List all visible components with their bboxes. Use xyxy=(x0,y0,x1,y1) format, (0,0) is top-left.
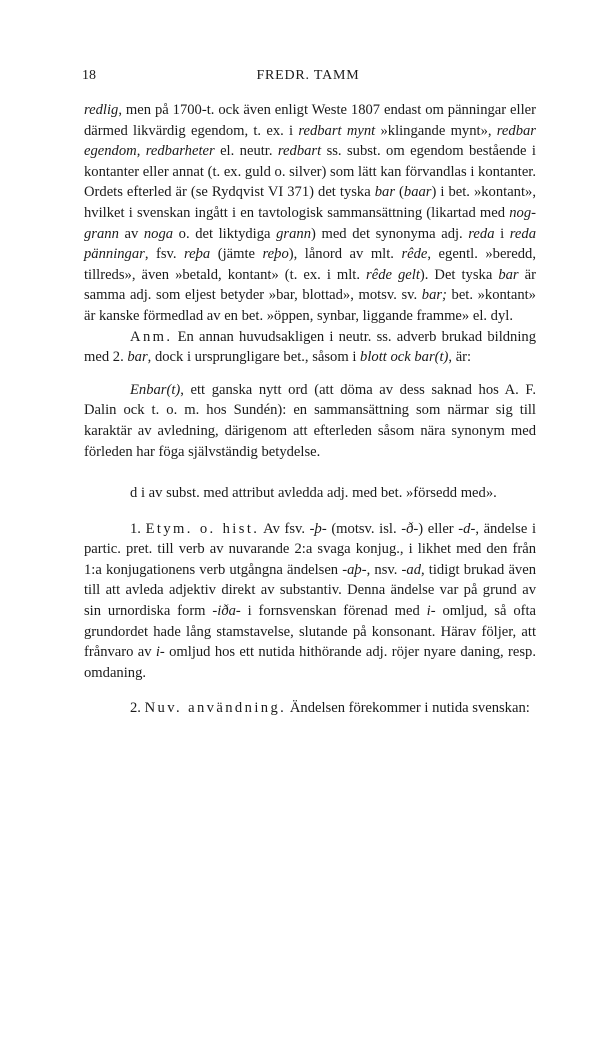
italic-run: nog-grann xyxy=(84,204,536,242)
italic-run: reþa xyxy=(184,246,211,263)
italic-run: redlig xyxy=(84,102,119,118)
italic-run: -þ- xyxy=(309,520,327,537)
italic-run: bar xyxy=(498,266,519,283)
italic-run: redbar egendom xyxy=(84,122,536,160)
text-run: ss. subst. om egendom bestående i kontanter eller annat (t. ex. guld o. silver) som lätt kan förvandlas i kontanter. Ordets efterled är (se Rydqvist VI 371) det tyska xyxy=(84,143,536,201)
running-header xyxy=(0,68,616,88)
text-run: omljud, så ofta grundordet hade lång stamstavelse, slutande på konsonant. Härav följer, att frånvaro av xyxy=(84,603,537,661)
italic-run: rêde gelt xyxy=(366,266,420,283)
page-body xyxy=(84,100,536,719)
italic-run: bar xyxy=(374,184,396,201)
text-run: Av fsv. xyxy=(259,520,310,537)
italic-run: redbart xyxy=(277,143,322,160)
text-run: ) med det synonyma adj. xyxy=(311,225,469,242)
paragraph-usage xyxy=(84,698,536,719)
text-run: omljud hos ett nutida hithörande adj. röjer nyare daning, resp. omdaning. xyxy=(84,644,536,681)
text-run: ( xyxy=(395,184,404,201)
italic-run: redbart mynt xyxy=(298,122,376,139)
italic-run: -ad xyxy=(401,561,421,578)
text-run: är samma adj. som eljest betyder »bar, blottad», motsv. sv. xyxy=(84,266,536,304)
text-run: ) i bet. »kontant», hvilket i svenskan ingått i en tavtologisk sammansättning (likartad med xyxy=(84,184,536,221)
spaced-heading-run: Anm. xyxy=(130,328,173,345)
text-run: , ett ganska nytt ord (att döma av dess saknad hos A. F. Dalin ock t. o. m. hos Sundén): en sammansättning som närmar sig till karaktär av avledning, därigenom att efterleden såsom nära synonym med förleden har föga självständig betydelse. xyxy=(84,381,536,460)
spaced-heading-run: Nuv. användning. xyxy=(144,700,287,717)
italic-run: blott ock bar(t) xyxy=(360,349,449,366)
text-run: 2. xyxy=(130,700,145,717)
italic-run: -aþ- xyxy=(342,561,367,578)
italic-run: reþo xyxy=(262,246,289,263)
text-run: ), lånord av mlt. xyxy=(288,246,402,263)
italic-run: Enbar(t) xyxy=(130,381,181,398)
text-run: , egentl. »beredd, tillreds», även »betald, kontant» (t. ex. i mlt. xyxy=(84,246,537,283)
italic-run: rêde xyxy=(401,246,428,263)
text-run: i xyxy=(494,225,510,242)
text-run: i fornsvenskan förenad med xyxy=(240,603,427,620)
text-run: »klingande mynt», xyxy=(375,122,497,139)
paragraph-anm xyxy=(84,327,536,368)
paragraph xyxy=(84,100,536,327)
text-run: (motsv. isl. xyxy=(326,520,402,537)
italic-run: grann xyxy=(276,225,311,242)
text-run: , men på 1700-t. ock även enligt Weste 1807 endast om pänningar eller därmed likvärdig egendom, t. ex. i xyxy=(84,102,536,139)
text-run: (jämte xyxy=(210,246,263,263)
paragraph-etym xyxy=(84,519,536,684)
text-run: Ändelsen förekommer i nutida svenskan: xyxy=(286,700,530,717)
text-run: av xyxy=(118,225,144,242)
text-run: , är: xyxy=(448,349,472,366)
italic-run: baar xyxy=(403,184,432,201)
text-run: En annan huvudsakligen i neutr. ss. adverb brukad bildning med 2. xyxy=(84,328,536,366)
text-run: , ändelse i partic. pret. till verb av nuvarande 2:a svaga konjug., i likhet med den från 1:a konjugationens verb utgångna ändelsen xyxy=(84,520,537,578)
text-run: 1. xyxy=(130,520,146,537)
italic-run: redbarheter xyxy=(145,143,215,160)
italic-run: -d- xyxy=(458,520,476,537)
spaced-heading-run: Etym. o. hist. xyxy=(145,520,260,537)
text-run: el. neutr. xyxy=(214,143,278,160)
text-run: , tidigt brukad även till att avleda adjektiv direkt av substantiv. Denna ändelse var på grund av sin urnordiska form xyxy=(84,561,536,620)
paragraph-section-d xyxy=(84,483,536,504)
italic-run: noga xyxy=(143,225,174,242)
text-run: , fsv. xyxy=(144,246,185,263)
italic-run: bar xyxy=(127,349,148,366)
paragraph-enbar xyxy=(84,380,536,462)
text-run: o. det liktydiga xyxy=(173,225,277,242)
running-title: FREDR. TAMM xyxy=(256,68,360,83)
italic-run: reda pänningar xyxy=(84,225,536,263)
text-run: , dock i ursprungligare bet., såsom i xyxy=(147,349,361,366)
text-run: , nsv. xyxy=(366,561,402,578)
italic-run: -ð- xyxy=(401,520,419,537)
text-run: ). Det tyska xyxy=(419,266,499,283)
text-run: , xyxy=(136,143,146,160)
italic-run: -iða- xyxy=(212,603,241,620)
italic-run: i- xyxy=(426,603,436,620)
text-run: d i av subst. med attribut avledda adj. med bet. »försedd med». xyxy=(130,485,497,502)
page-number: 18 xyxy=(82,68,96,83)
italic-run: i- xyxy=(155,644,165,661)
text-run: ) eller xyxy=(418,520,459,537)
text-run: bet. »kontant» är kanske förmedlad av en bet. »öppen, synbar, liggande framme» el. dyl. xyxy=(84,287,536,324)
italic-run: reda xyxy=(468,225,495,242)
italic-run: bar; xyxy=(421,287,447,304)
